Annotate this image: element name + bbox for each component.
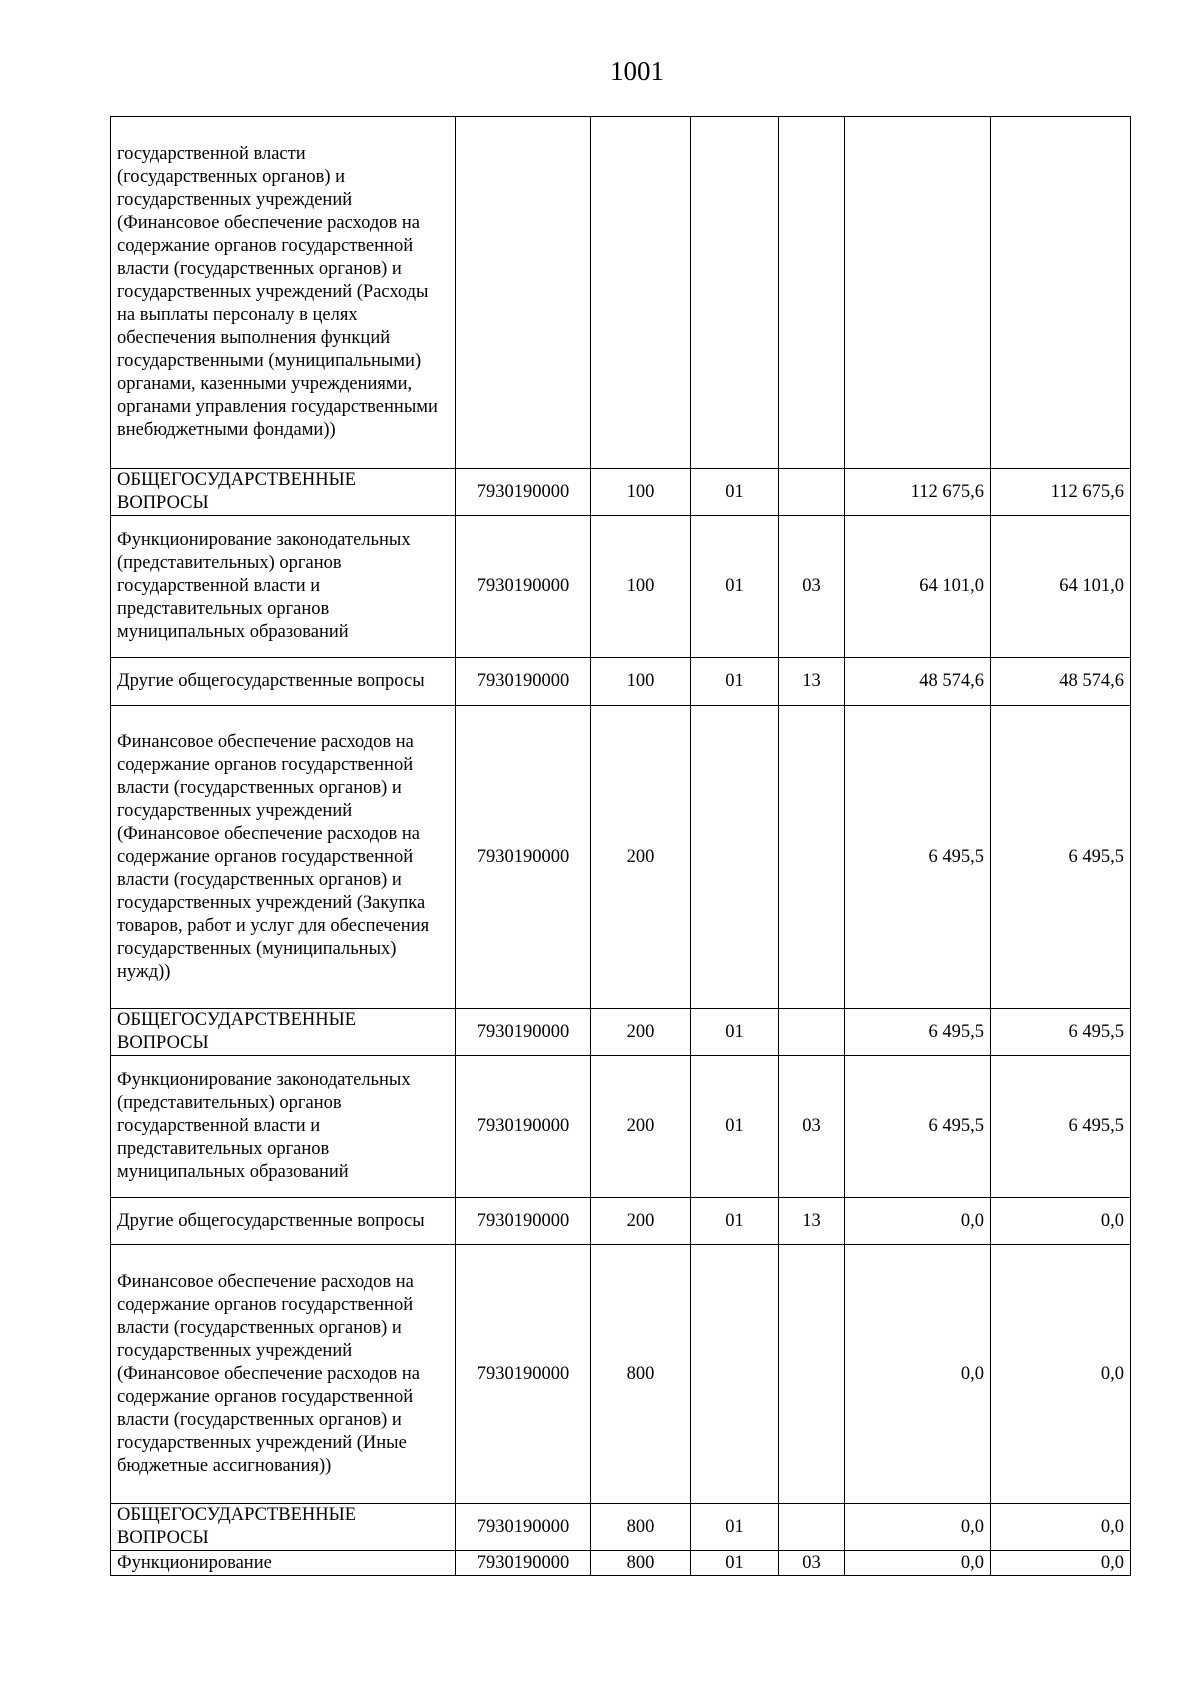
table-row	[111, 1504, 1131, 1551]
table-row	[111, 1009, 1131, 1056]
section-code: 01	[691, 469, 779, 516]
subsection-code	[779, 1245, 845, 1504]
expense-type: 800	[591, 1504, 691, 1551]
target-code	[456, 117, 591, 469]
table-row	[111, 1245, 1131, 1504]
amount-1: 0,0	[845, 1198, 991, 1245]
subsection-code	[779, 706, 845, 1009]
amount-2: 0,0	[991, 1198, 1131, 1245]
expense-type: 200	[591, 1056, 691, 1198]
table-row	[111, 658, 1131, 706]
amount-2: 0,0	[991, 1551, 1131, 1576]
amount-1: 0,0	[845, 1504, 991, 1551]
section-code: 01	[691, 1198, 779, 1245]
row-name: Другие общегосударственные вопросы	[111, 1198, 456, 1245]
amount-2: 112 675,6	[991, 469, 1131, 516]
amount-1: 0,0	[845, 1245, 991, 1504]
amount-1: 6 495,5	[845, 706, 991, 1009]
table-row	[111, 706, 1131, 1009]
amount-2	[991, 117, 1131, 469]
amount-1: 6 495,5	[845, 1009, 991, 1056]
row-name: ОБЩЕГОСУДАРСТВЕННЫЕ ВОПРОСЫ	[111, 1009, 456, 1056]
amount-1: 64 101,0	[845, 516, 991, 658]
amount-1: 48 574,6	[845, 658, 991, 706]
subsection-code	[779, 1504, 845, 1551]
budget-table	[110, 116, 1131, 1576]
section-code: 01	[691, 1504, 779, 1551]
amount-1: 0,0	[845, 1551, 991, 1576]
amount-2: 48 574,6	[991, 658, 1131, 706]
amount-1: 6 495,5	[845, 1056, 991, 1198]
subsection-code	[779, 1009, 845, 1056]
target-code: 7930190000	[456, 1504, 591, 1551]
target-code: 7930190000	[456, 1198, 591, 1245]
expense-type: 200	[591, 706, 691, 1009]
expense-type: 100	[591, 469, 691, 516]
row-name: Финансовое обеспечение расходов на содержание органов государственной власти (государственных органов) и государственных учреждений (Финансовое обеспечение расходов на содержание органов государственной власти (государственных органов) и государственных учреждений (Закупка товаров, работ и услуг для обеспечения государственных (муниципальных) нужд))	[111, 706, 456, 1009]
amount-2: 6 495,5	[991, 706, 1131, 1009]
target-code: 7930190000	[456, 1551, 591, 1576]
subsection-code	[779, 117, 845, 469]
subsection-code	[779, 469, 845, 516]
table-row	[111, 1056, 1131, 1198]
table-row	[111, 117, 1131, 469]
target-code: 7930190000	[456, 469, 591, 516]
amount-2: 0,0	[991, 1504, 1131, 1551]
table-row	[111, 469, 1131, 516]
row-name: Финансовое обеспечение расходов на содержание органов государственной власти (государственных органов) и государственных учреждений (Финансовое обеспечение расходов на содержание органов государственной власти (государственных органов) и государственных учреждений (Иные бюджетные ассигнования))	[111, 1245, 456, 1504]
target-code: 7930190000	[456, 706, 591, 1009]
section-code: 01	[691, 1009, 779, 1056]
expense-type	[591, 117, 691, 469]
section-code: 01	[691, 516, 779, 658]
amount-1: 112 675,6	[845, 469, 991, 516]
row-name: Функционирование законодательных (представительных) органов государственной власти и представительных органов муниципальных образований	[111, 1056, 456, 1198]
section-code: 01	[691, 1551, 779, 1576]
table-row	[111, 1198, 1131, 1245]
expense-type: 100	[591, 516, 691, 658]
row-name: ОБЩЕГОСУДАРСТВЕННЫЕ ВОПРОСЫ	[111, 1504, 456, 1551]
target-code: 7930190000	[456, 516, 591, 658]
table-row	[111, 516, 1131, 658]
target-code: 7930190000	[456, 1009, 591, 1056]
subsection-code: 13	[779, 658, 845, 706]
table-row	[111, 1551, 1131, 1576]
amount-2: 0,0	[991, 1245, 1131, 1504]
target-code: 7930190000	[456, 1056, 591, 1198]
subsection-code: 03	[779, 516, 845, 658]
target-code: 7930190000	[456, 1245, 591, 1504]
section-code	[691, 117, 779, 469]
section-code	[691, 1245, 779, 1504]
amount-2: 64 101,0	[991, 516, 1131, 658]
row-name: Функционирование законодательных (представительных) органов государственной власти и представительных органов муниципальных образований	[111, 516, 456, 658]
expense-type: 100	[591, 658, 691, 706]
expense-type: 200	[591, 1009, 691, 1056]
section-code: 01	[691, 658, 779, 706]
section-code: 01	[691, 1056, 779, 1198]
subsection-code: 13	[779, 1198, 845, 1245]
row-name: Функционирование	[111, 1551, 456, 1576]
amount-2: 6 495,5	[991, 1009, 1131, 1056]
target-code: 7930190000	[456, 658, 591, 706]
section-code	[691, 706, 779, 1009]
row-name: государственной власти (государственных органов) и государственных учреждений (Финансовое обеспечение расходов на содержание органов государственной власти (государственных органов) и государственных учреждений (Расходы на выплаты персоналу в целях обеспечения выполнения функций государственными (муниципальными) органами, казенными учреждениями, органами управления государственными внебюджетными фондами))	[111, 117, 456, 469]
row-name: Другие общегосударственные вопросы	[111, 658, 456, 706]
expense-type: 800	[591, 1551, 691, 1576]
subsection-code: 03	[779, 1551, 845, 1576]
row-name: ОБЩЕГОСУДАРСТВЕННЫЕ ВОПРОСЫ	[111, 469, 456, 516]
amount-2: 6 495,5	[991, 1056, 1131, 1198]
page-number: 1001	[610, 56, 664, 86]
expense-type: 800	[591, 1245, 691, 1504]
subsection-code: 03	[779, 1056, 845, 1198]
amount-1	[845, 117, 991, 469]
expense-type: 200	[591, 1198, 691, 1245]
